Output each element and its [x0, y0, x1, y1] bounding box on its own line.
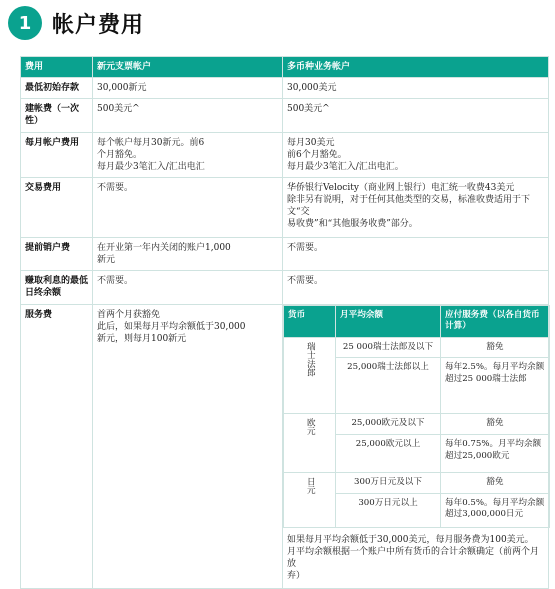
subheader-service-fee: 应付服务费（以各自货币计算）: [441, 305, 550, 337]
value-multi-monthly-fee: [283, 132, 549, 177]
fee-cell: 豁免: [441, 337, 550, 358]
value-multi-min-deposit: 30,000美元: [283, 78, 549, 99]
subheader-average-balance: 月平均余额: [336, 305, 441, 337]
header-fee: 费用: [21, 57, 93, 78]
step-number-badge: 1: [8, 6, 42, 40]
balance-cell: 300万日元以上: [336, 493, 441, 527]
currency-eur-label: 欧元: [305, 418, 316, 436]
sgd-early-line-1: 在开业第一年内关闭的账户1,000: [97, 242, 231, 253]
row-monthly-fee: [21, 132, 549, 177]
subheader-currency: 货币: [284, 305, 336, 337]
label-service-fee: 服务费: [21, 304, 93, 589]
service-note-line-1: 如果每月平均余额低于30,000美元，每月服务费为100美元。: [287, 534, 534, 545]
value-sgd-min-deposit: 30,000新元: [93, 78, 283, 99]
service-note-line-3: 弃）: [287, 570, 306, 581]
multi-monthly-line-3: 每月最少3笔汇入/汇出电汇。: [287, 161, 404, 172]
value-multi-early-close-fee: 不需要。: [283, 237, 549, 270]
currency-eur: [284, 414, 336, 473]
header-multi-currency-account: 多币种业务帐户: [283, 57, 549, 78]
header-sgd-account: 新元支票帐户: [93, 57, 283, 78]
currency-jpy-label: 日元: [305, 476, 316, 495]
fee-cell: 豁免: [441, 472, 550, 493]
balance-cell: 300万日元及以下: [336, 472, 441, 493]
value-multi-service-fee: [283, 304, 549, 589]
fee-cell: 每年0.5%。每月平均余额超过3,000,000日元: [441, 493, 550, 527]
subtable-row: [284, 337, 550, 358]
value-multi-transaction-fee: [283, 177, 549, 237]
page-title: 帐户费用: [52, 12, 145, 38]
fee-cell: 豁免: [441, 414, 550, 435]
sgd-service-line-3: 此后，如果每月平均余额低于30,000: [97, 321, 246, 332]
label-monthly-fee: 每月帐户费用: [21, 132, 93, 177]
page-header: [8, 6, 144, 40]
value-sgd-monthly-fee: [93, 132, 283, 177]
service-note-line-2: 月平均余额根据一个账户中所有货币的合计余额确定（前两个月放: [287, 546, 540, 569]
subtable-row: [284, 472, 550, 493]
row-transaction-fee: [21, 177, 549, 237]
value-sgd-min-daily-balance: 不需要。: [93, 271, 283, 304]
sgd-monthly-line-1: 每个帐户每月30新元。前6: [97, 137, 205, 148]
sgd-monthly-line-2: 个月豁免。: [97, 149, 143, 160]
balance-cell: 25 000瑞士法郎及以下: [336, 337, 441, 358]
label-transaction-fee: 交易费用: [21, 177, 93, 237]
table-header-row: [21, 57, 549, 78]
balance-cell: 25,000欧元以上: [336, 434, 441, 472]
balance-cell: 25,000欧元及以下: [336, 414, 441, 435]
row-service-fee: [21, 304, 549, 589]
row-early-close-fee: [21, 237, 549, 270]
subtable-row: [284, 414, 550, 435]
service-fee-subtable: [283, 305, 550, 528]
currency-chf-label: 瑞士法郎: [305, 341, 316, 377]
currency-chf: [284, 337, 336, 414]
value-multi-min-daily-balance: 不需要。: [283, 271, 549, 304]
balance-cell: 25,000瑞士法郎以上: [336, 358, 441, 414]
currency-jpy: [284, 472, 336, 527]
fees-table: [20, 56, 549, 589]
value-multi-setup-fee: 500美元^: [283, 99, 549, 132]
subtable-header-row: [284, 305, 550, 337]
value-sgd-transaction-fee: 不需要。: [93, 177, 283, 237]
multi-transaction-line-3: 易收费”和“其他服务收费”部分。: [287, 219, 418, 230]
value-sgd-early-close-fee: [93, 237, 283, 270]
label-early-close-fee: 提前销户费: [21, 237, 93, 270]
sgd-service-line-4: 新元，则每月100新元: [97, 333, 187, 344]
sgd-service-line-1: 首两个月获豁免: [97, 309, 161, 320]
multi-transaction-line-1: 华侨银行Velocity（商业网上银行）电汇统一收费43美元: [287, 182, 515, 193]
label-min-deposit: 最低初始存款: [21, 78, 93, 99]
fee-cell: 每年0.75%。月平均余额超过25,000欧元: [441, 434, 550, 472]
multi-monthly-line-2: 前6个月豁免。: [287, 149, 347, 160]
value-sgd-service-fee: [93, 304, 283, 589]
sgd-early-line-2: 新元: [97, 255, 116, 266]
label-min-daily-balance: 赚取利息的最低日终余额: [21, 271, 93, 304]
label-setup-fee: 建帐费（一次性）: [21, 99, 93, 132]
sgd-monthly-line-3: 每月最少3笔汇入/汇出电汇: [97, 161, 205, 172]
multi-transaction-line-2: 除非另有说明，对于任何其他类型的交易，标准收费适用于下文“交: [287, 195, 531, 218]
row-setup-fee: [21, 99, 549, 132]
row-min-daily-balance: [21, 271, 549, 304]
value-sgd-setup-fee: 500美元^: [93, 99, 283, 132]
multi-monthly-line-1: 每月30美元: [287, 137, 335, 148]
row-min-deposit: [21, 78, 549, 99]
fee-cell: 每年2.5%。每月平均余额超过25 000瑞士法郎: [441, 358, 550, 414]
service-fee-note: [283, 528, 548, 589]
